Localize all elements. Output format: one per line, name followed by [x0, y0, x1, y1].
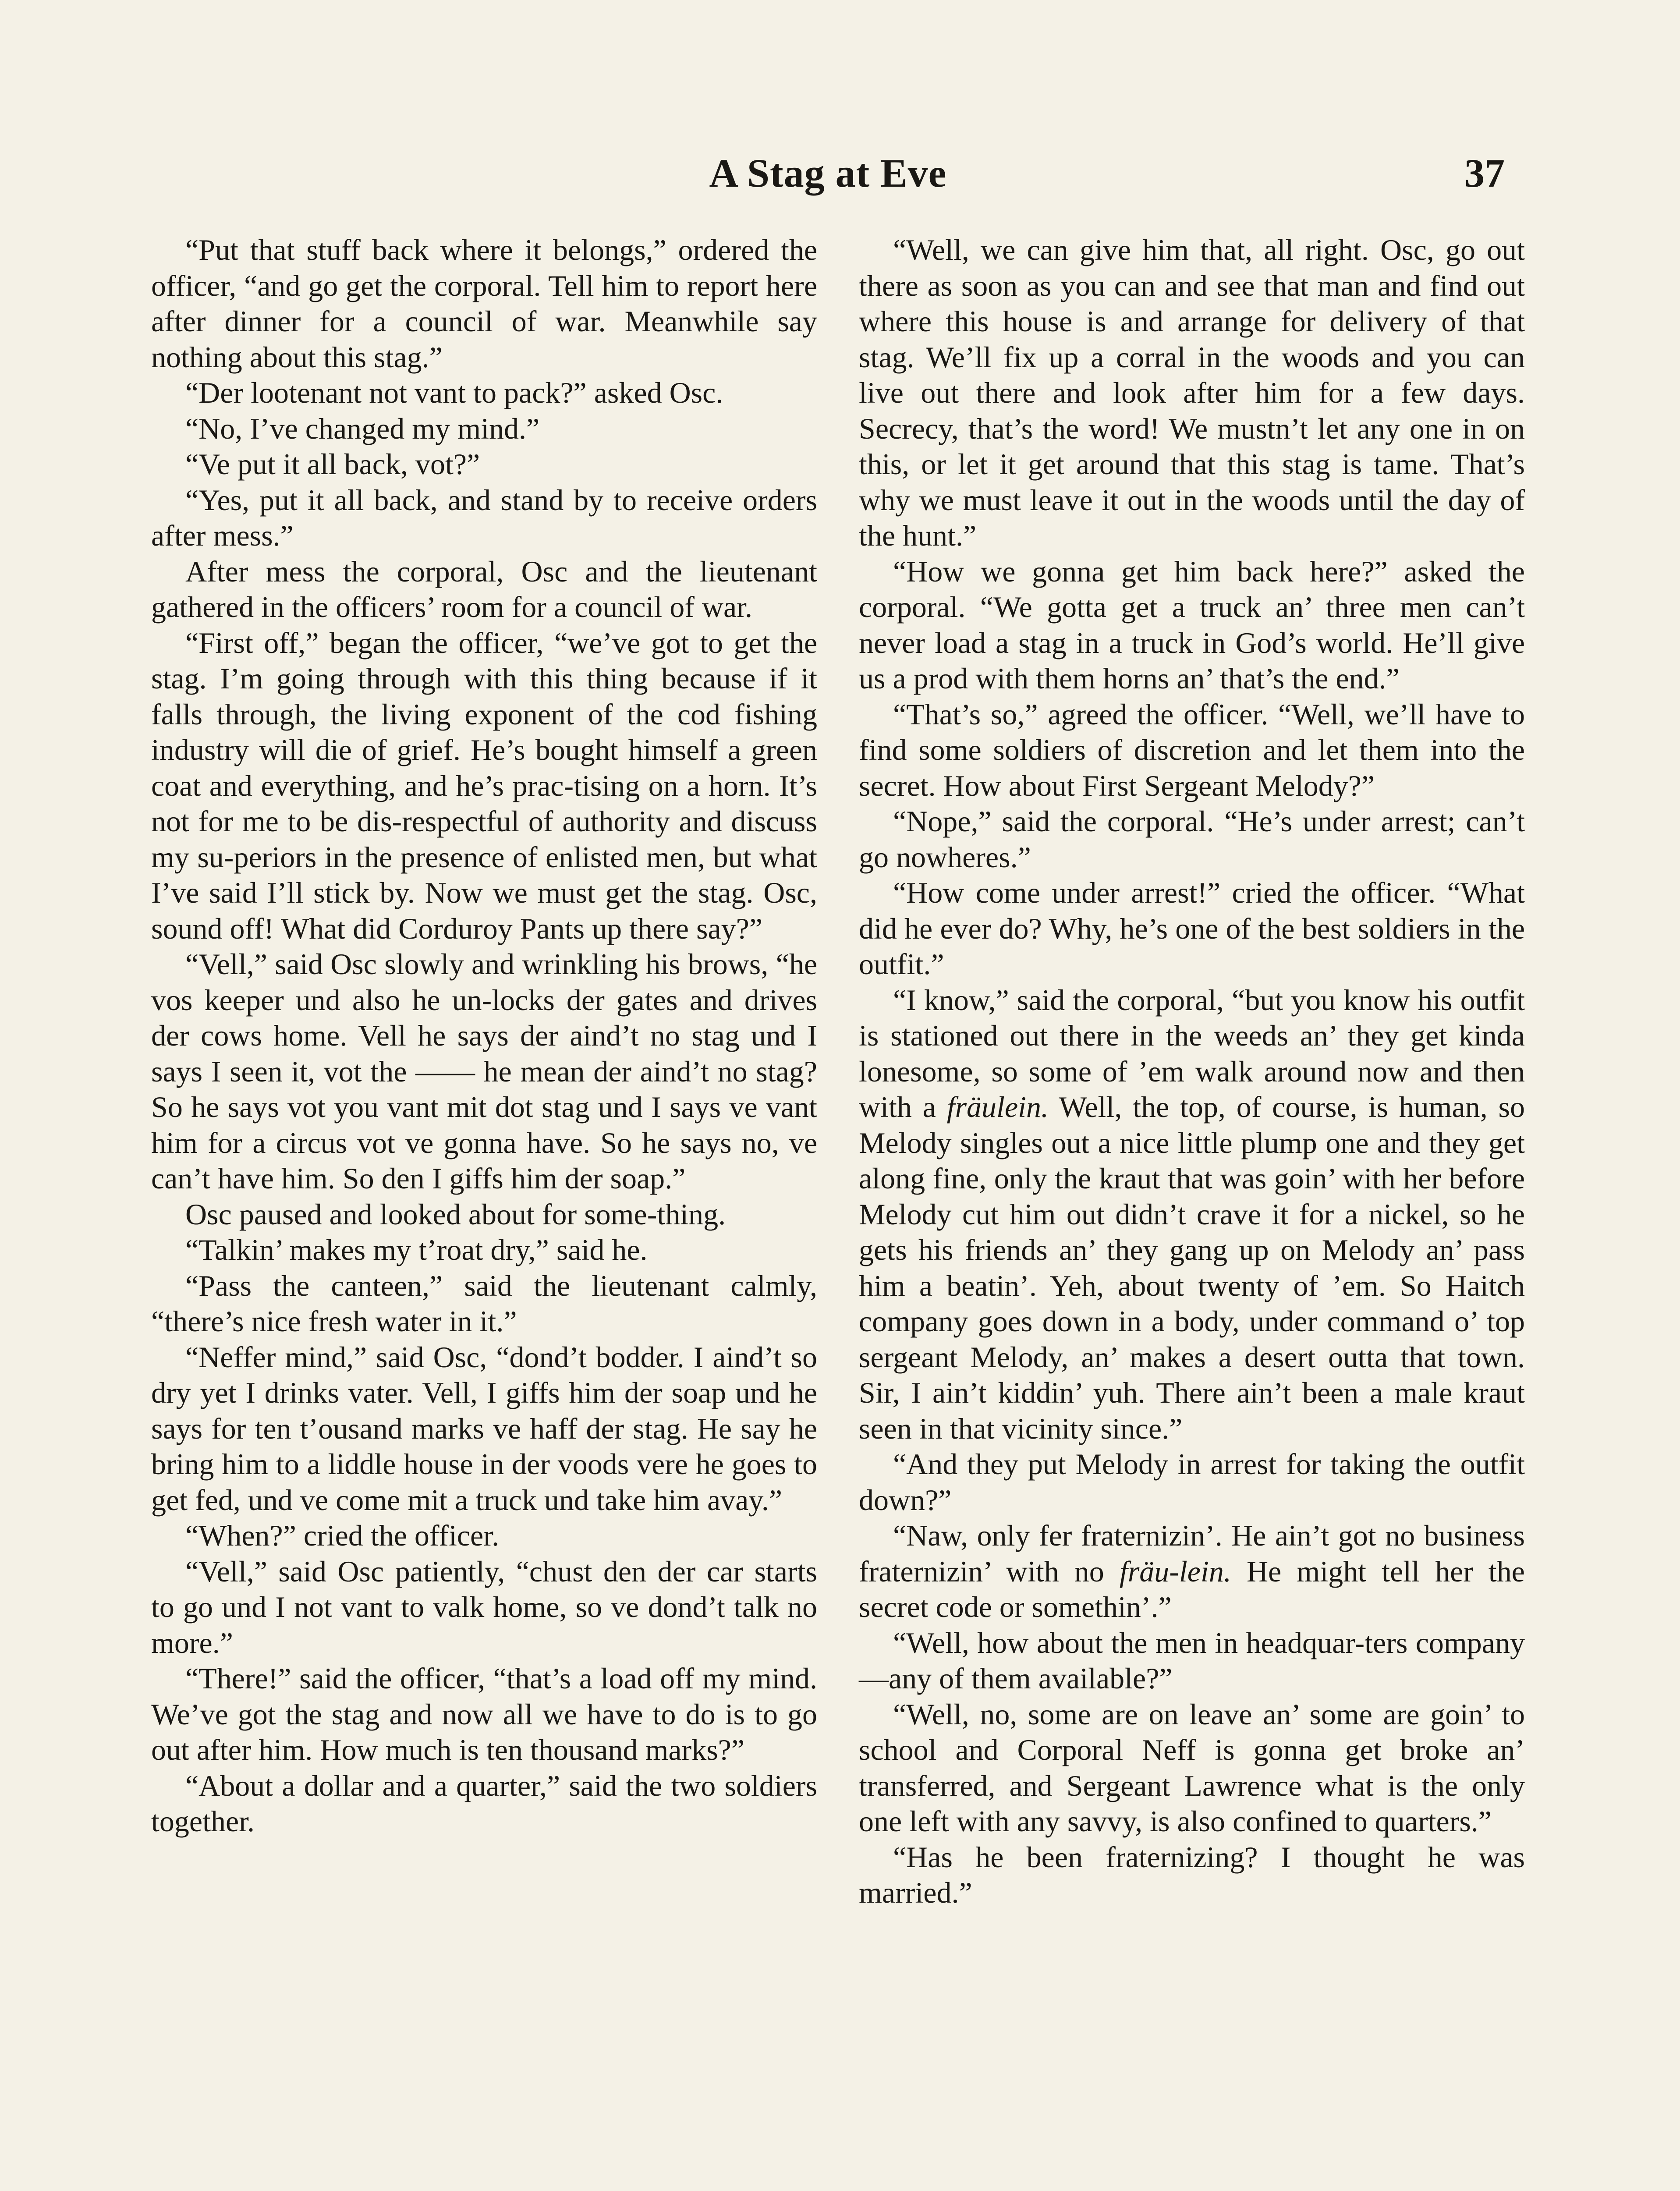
paragraph: “No, I’ve changed my mind.”: [185, 411, 540, 445]
running-title: A Stag at Eve: [709, 151, 947, 195]
page-number: 37: [1464, 151, 1505, 195]
paragraph: “Vell,” said Osc slowly and wrinkling his brows, “he vos keeper und also he un-locks der gates and drives der cows home. Vell he says der aind’t no stag und I says I seen it, vot the —— he mean der aind’t no stag? So he says vot you vant mit dot stag und I says ve vant him for a circus vot ve gonna have. So he says no, ve can’t have him. So den I giffs him der soap.”: [151, 947, 817, 1195]
paragraph: “Neffer mind,” said Osc, “dond’t bodder. I aind’t so dry yet I drinks vater. Vell, I giffs him der soap und he says for ten t’ousand marks ve haff der stag. He say he bring him to a liddle house in der voods vere he goes to get fed, und ve come mit a truck und take him avay.”: [151, 1340, 817, 1517]
paragraph: “How we gonna get him back here?” asked the corporal. “We gotta get a truck an’ three men can’t never load a stag in a truck in God’s world. He’ll give us a prod with them horns an’ that’s the end.”: [859, 554, 1525, 695]
paragraph: “Put that stuff back where it belongs,” ordered the officer, “and go get the corporal. Tell him to report here after dinner for a council of war. Meanwhile say nothing about this stag.”: [151, 233, 817, 374]
paragraph: “Well, no, some are on leave an’ some are goin’ to school and Corporal Neff is gonna get broke an’ transferred, and Sergeant Lawrence what is the only one left with any savvy, is also confined to quarters.”: [859, 1697, 1525, 1838]
paragraph: “I know,” said the corporal, “but you know his outfit is stationed out there in the weeds an’ they get kinda lonesome, so some of ’em walk around now and then with a fräulein. Well, the top, of course, is human, so Melody singles out a nice little plump one and they get along fine, only the kraut that was goin’ with her before Melody cut him out didn’t crave it for a nickel, so he gets his friends an’ they gang up on Melody an’ pass him a beatin’. Yeh, about twenty of ’em. So Haitch company goes down in a body, under command o’ top sergeant Melody, an’ makes a desert outta that town. Sir, I ain’t kiddin’ yuh. There ain’t been a male kraut seen in that vicinity since.”: [859, 983, 1525, 1445]
paragraph: Osc paused and looked about for some-thing.: [185, 1197, 726, 1231]
paragraph: “That’s so,” agreed the officer. “Well, we’ll have to find some soldiers of discretion and let them into the secret. How about First Sergeant Melody?”: [859, 697, 1525, 802]
italic-word: fräu-lein.: [1119, 1554, 1231, 1588]
paragraph: “When?” cried the officer.: [185, 1519, 500, 1552]
paragraph: “Yes, put it all back, and stand by to receive orders after mess.”: [151, 483, 817, 552]
page-header: [151, 145, 1505, 202]
paragraph: “Der lootenant not vant to pack?” asked Osc.: [185, 376, 723, 409]
paragraph: “And they put Melody in arrest for taking the outfit down?”: [859, 1447, 1525, 1517]
paragraph: After mess the corporal, Osc and the lieutenant gathered in the officers’ room for a council of war.: [151, 554, 817, 624]
paragraph: “Has he been fraternizing? I thought he was married.”: [859, 1840, 1525, 1909]
paragraph: “There!” said the officer, “that’s a load off my mind. We’ve got the stag and now all we have to do is to go out after him. How much is ten thousand marks?”: [151, 1662, 817, 1766]
right-text-column: [859, 232, 1525, 1911]
paragraph: “Well, how about the men in headquar-ters company—any of them available?”: [859, 1626, 1525, 1695]
paragraph: “Pass the canteen,” said the lieutenant calmly, “there’s nice fresh water in it.”: [151, 1269, 817, 1338]
left-text-column: [151, 232, 817, 1840]
paragraph: “Nope,” said the corporal. “He’s under arrest; can’t go nowheres.”: [859, 805, 1525, 874]
paragraph: “Well, we can give him that, all right. Osc, go out there as soon as you can and see that man and find out where this house is and arrange for delivery of that stag. We’ll fix up a corral in the woods and you can live out there and look after him for a few days. Secrecy, that’s the word! We mustn’t let any one in on this, or let it get around that this stag is tame. That’s why we must leave it out in the woods until the day of the hunt.”: [859, 233, 1525, 552]
paragraph: “About a dollar and a quarter,” said the two soldiers together.: [151, 1769, 817, 1838]
paragraph: “Ve put it all back, vot?”: [185, 447, 480, 481]
paragraph: “Talkin’ makes my t’roat dry,” said he.: [185, 1233, 648, 1266]
paragraph: “Vell,” said Osc patiently, “chust den der car starts to go und I not vant to valk home, so ve dond’t talk no more.”: [151, 1554, 817, 1659]
paragraph: “Naw, only fer fraternizin’. He ain’t got no business fraternizin’ with no fräu-lein. He might tell her the secret code or somethin’.”: [859, 1519, 1525, 1624]
italic-word: fräulein.: [946, 1090, 1049, 1124]
paragraph: “How come under arrest!” cried the officer. “What did he ever do? Why, he’s one of the best soldiers in the outfit.”: [859, 876, 1525, 981]
paragraph: “First off,” began the officer, “we’ve got to get the stag. I’m going through with this thing because if it falls through, the living exponent of the cod fishing industry will die of grief. He’s bought himself a green coat and everything, and he’s prac-tising on a horn. It’s not for me to be dis-respectful of authority and discuss my su-periors in the presence of enlisted men, but what I’ve said I’ll stick by. Now we must get the stag. Osc, sound off! What did Corduroy Pants up there say?”: [151, 626, 817, 945]
